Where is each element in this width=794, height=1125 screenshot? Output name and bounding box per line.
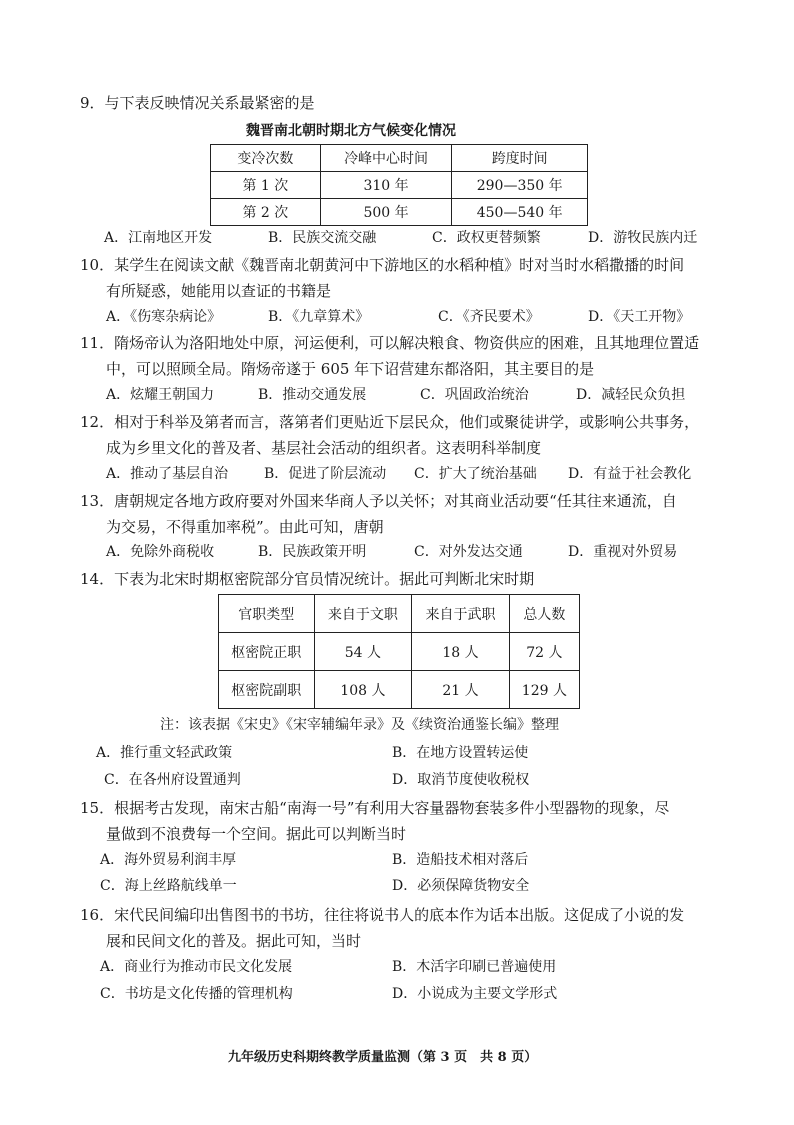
- table-header-cell: 总人数: [509, 595, 579, 633]
- table-header-cell: 变冷次数: [211, 145, 321, 172]
- question-16-line-1: 16．宋代民间编印出售图书的书坊，往往将说书人的底本作为话本出版。这促成了小说的发: [80, 906, 685, 924]
- question-15-line-1: 15．根据考古发现，南宋古船“南海一号”有利用大容量器物套装多件小型器物的现象，尽: [80, 799, 670, 817]
- table-header-cell: 来自于文职: [314, 595, 412, 633]
- question-15-option-d: D．必须保障货物安全: [392, 878, 530, 894]
- question-11-option-c: C．巩固政治统治: [420, 387, 529, 403]
- table-row: [211, 199, 588, 226]
- table-cell: 72 人: [509, 633, 579, 671]
- question-10-option-d: D．《天工开物》: [588, 309, 691, 325]
- question-12-option-b: B．促进了阶层流动: [264, 466, 387, 482]
- question-14-option-b: B．在地方设置转运使: [392, 745, 529, 761]
- question-12-line-1: 12．相对于科举及第者而言，落第者们更贴近下层民众，他们或聚徒讲学，或影响公共事务，: [80, 413, 700, 431]
- table-header-cell: 跨度时间: [452, 145, 588, 172]
- question-14-option-d: D．取消节度使收税权: [392, 772, 530, 788]
- question-14-table: [218, 594, 580, 709]
- table-row: [211, 172, 588, 199]
- table-cell: 310 年: [320, 172, 452, 199]
- question-12-option-d: D．有益于社会教化: [568, 466, 692, 482]
- table-cell: 450—540 年: [452, 199, 588, 226]
- table-header-row: [211, 145, 588, 172]
- question-9-stem: 9．与下表反映情况关系最紧密的是: [80, 94, 315, 112]
- question-10-option-a: A．《伤寒杂病论》: [106, 309, 222, 325]
- question-13-option-b: B．民族政策开明: [258, 544, 367, 560]
- question-15-option-a: A．海外贸易利润丰厚: [100, 852, 237, 868]
- question-16-option-a: A．商业行为推动市民文化发展: [100, 959, 293, 975]
- table-cell: 第 1 次: [211, 172, 321, 199]
- table-cell: 500 年: [320, 199, 452, 226]
- question-10-line-1: 10．某学生在阅读文献《魏晋南北朝黄河中下游地区的水稻种植》时对当时水稻撒播的时间: [80, 256, 685, 274]
- question-11-option-a: A．炫耀王朝国力: [106, 387, 215, 403]
- question-13-line-1: 13．唐朝规定各地方政府要对外国来华商人予以关怀；对其商业活动要“任其往来通流，自: [80, 492, 677, 510]
- question-10-line-2: 有所疑惑，她能用以查证的书籍是: [106, 282, 332, 300]
- question-9-option-a: A．江南地区开发: [104, 230, 213, 246]
- table-cell: 第 2 次: [211, 199, 321, 226]
- table-header-cell: 官职类型: [219, 595, 315, 633]
- table-cell: 枢密院副职: [219, 671, 315, 709]
- question-11-line-2: 中，可以照顾全局。隋炀帝遂于 605 年下诏营建东都洛阳，其主要目的是: [106, 360, 595, 378]
- question-9-table-caption: 魏晋南北朝时期北方气候变化情况: [246, 123, 456, 139]
- question-9-option-c: C．政权更替频繁: [432, 230, 541, 246]
- table-row: [219, 671, 580, 709]
- question-13-option-d: D．重视对外贸易: [568, 544, 678, 560]
- table-cell: 54 人: [314, 633, 412, 671]
- question-11-option-d: D．减轻民众负担: [576, 387, 686, 403]
- question-13-option-a: A．免除外商税收: [106, 544, 215, 560]
- table-cell: 290—350 年: [452, 172, 588, 199]
- question-15-option-c: C．海上丝路航线单一: [100, 878, 237, 894]
- question-15-option-b: B．造船技术相对落后: [392, 852, 529, 868]
- question-12-option-c: C．扩大了统治基础: [414, 466, 537, 482]
- question-11-line-1: 11．隋炀帝认为洛阳地处中原，河运便利，可以解决粮食、物资供应的困难，且其地理位置适: [80, 334, 700, 352]
- table-cell: 129 人: [509, 671, 579, 709]
- question-15-line-2: 量做到不浪费每一个空间。据此可以判断当时: [106, 825, 407, 843]
- question-14-stem: 14．下表为北宋时期枢密院部分官员情况统计。据此可判断北宋时期: [80, 570, 535, 588]
- question-10-option-c: C．《齐民要术》: [438, 309, 540, 325]
- question-12-line-2: 成为乡里文化的普及者、基层社会活动的组织者。这表明科举制度: [106, 439, 542, 457]
- question-16-option-c: C．书坊是文化传播的管理机构: [100, 986, 293, 1002]
- question-14-table-note: 注：该表据《宋史》《宋宰辅编年录》及《续资治通鉴长编》整理: [160, 717, 559, 733]
- question-11-option-b: B．推动交通发展: [258, 387, 367, 403]
- table-cell: 21 人: [412, 671, 510, 709]
- question-16-option-d: D．小说成为主要文学形式: [392, 986, 558, 1002]
- table-row: [219, 633, 580, 671]
- table-cell: 枢密院正职: [219, 633, 315, 671]
- question-9-option-d: D．游牧民族内迁: [588, 230, 698, 246]
- table-header-cell: 冷峰中心时间: [320, 145, 452, 172]
- question-16-option-b: B．木活字印刷已普遍使用: [392, 959, 557, 975]
- table-header-cell: 来自于武职: [412, 595, 510, 633]
- page-footer: 九年级历史科期终教学质量监测（第 3 页 共 8 页）: [228, 1050, 538, 1065]
- table-header-row: [219, 595, 580, 633]
- question-16-line-2: 展和民间文化的普及。据此可知，当时: [106, 932, 362, 950]
- question-13-line-2: 为交易，不得重加率税”。由此可知，唐朝: [106, 518, 384, 536]
- question-12-option-a: A．推动了基层自治: [106, 466, 229, 482]
- table-cell: 108 人: [314, 671, 412, 709]
- table-cell: 18 人: [412, 633, 510, 671]
- question-13-option-c: C．对外发达交通: [414, 544, 523, 560]
- question-10-option-b: B．《九章算术》: [268, 309, 370, 325]
- question-9-table: [210, 144, 588, 226]
- question-9-option-b: B．民族交流交融: [268, 230, 377, 246]
- question-14-option-c: C．在各州府设置通判: [104, 772, 241, 788]
- question-14-option-a: A．推行重文轻武政策: [96, 745, 233, 761]
